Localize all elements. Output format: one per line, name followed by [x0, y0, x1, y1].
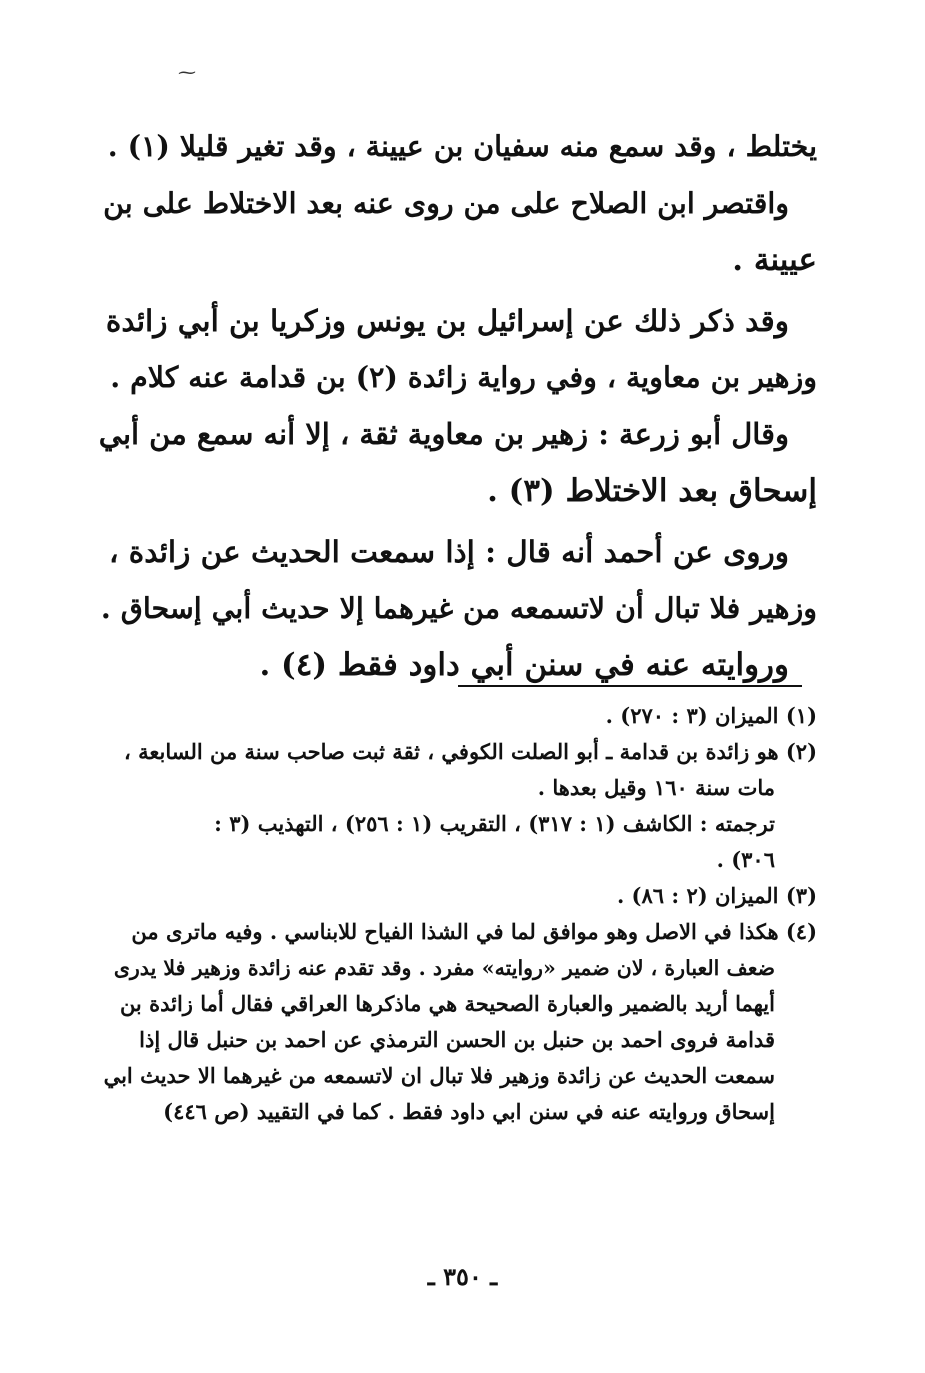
footnote-3: (٣) الميزان (٢ : ٨٦) .	[616, 883, 817, 908]
main-line-5: وزهير بن معاوية ، وفي رواية زائدة (٢) بن قدامة عنه كلام .	[110, 360, 817, 394]
footnote-1: (١) الميزان (٣ : ٢٧٠) .	[605, 703, 817, 728]
footnote-2-line-4: ٣٠٦) .	[716, 847, 775, 872]
main-line-3: عيينة .	[732, 242, 817, 278]
main-line-6: وقال أبو زرعة : زهير بن معاوية ثقة ، إلا أنه سمع من أبي	[98, 417, 789, 451]
main-line-2: واقتصر ابن الصلاح على من روى عنه بعد الاختلاط على بن	[103, 186, 789, 220]
main-line-4: وقد ذكر ذلك عن إسرائيل بن يونس وزكريا بن أبي زائدة	[105, 303, 789, 338]
footnote-divider	[458, 685, 802, 687]
footnote-2: (٢) هو زائدة بن قدامة ـ أبو الصلت الكوفي ، ثقة ثبت صاحب سنة من السابعة ،	[124, 739, 817, 764]
footnote-4-line-6: إسحاق وروايته عنه في سنن ابي داود فقط . كما في التقييد (ص ٤٤٦)	[163, 1099, 775, 1124]
footnote-4-line-4: قدامة فروى احمد بن حنبل بن الحسن الترمذي عن احمد بن حنبل قال إذا	[139, 1027, 775, 1052]
main-line-9: وزهير فلا تبال أن لاتسمعه من غيرهما إلا حديث أبي إسحاق .	[100, 591, 817, 625]
footnote-4-line-2: ضعف العبارة ، لان ضمير «روايته» مفرد . وقد تقدم عنه زائدة وزهير فلا يدرى	[113, 956, 775, 980]
main-text	[100, 118, 817, 694]
main-line-7: إسحاق بعد الاختلاط (٣) .	[487, 473, 817, 509]
main-line-8: وروى عن أحمد أنه قال : إذا سمعت الحديث عن زائدة ،	[108, 534, 789, 569]
footnotes	[100, 698, 817, 1130]
main-line-1: يختلط ، وقد سمع منه سفيان بن عيينة ، وقد تغير قليلا (١) .	[107, 129, 817, 163]
scan-mark: ⁓	[178, 62, 196, 83]
footnote-2-line-2: مات سنة ١٦٠ وقيل بعدها .	[537, 775, 775, 800]
footnote-4-line-5: سمعت الحديث عن زائدة وزهير فلا تبال ان لاتسمعه من غيرهما الا حديث ابي	[103, 1063, 775, 1088]
page-number: ـ ٣٥٠ ـ	[427, 1262, 498, 1291]
footnote-4: (٤) هكذا في الاصل وهو موافق لما في الشذا الفياح للابناسي . وفيه ماترى من	[131, 919, 817, 944]
main-line-10: وروايته عنه في سنن أبي داود فقط (٤) .	[259, 647, 789, 683]
footnote-4-line-3: أيهما أريد بالضمير والعبارة الصحيحة هي ماذكرها العراقي فقال أما زائدة بن	[119, 991, 775, 1016]
footnote-2-line-3: ترجمته : الكاشف (١ : ٣١٧) ، التقريب (١ : ٢٥٦) ، التهذيب (٣ :	[214, 811, 775, 836]
